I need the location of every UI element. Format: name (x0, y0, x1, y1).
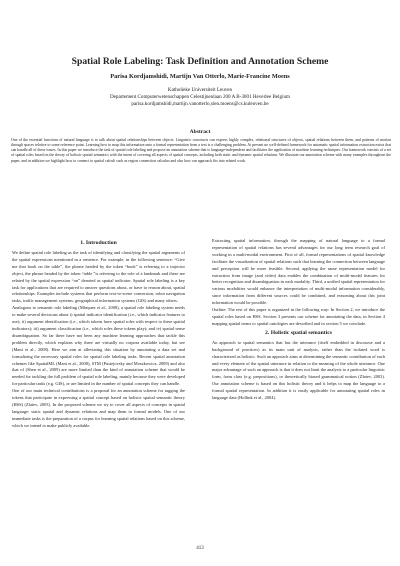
affiliation-institution: Katholieke Universiteit Leuven (167, 87, 233, 93)
paragraph: One of our main technical contributions is a proposal for an annotation scheme for tagging the tokens that participate in expressing a spatial concept based on holistic spatial semantic theory (HSS) (Zlatev, 2003). In the proposed scheme we try to cover all aspects of concepts in spatial language: static spatial and dynamic relations and map them to formal models. One of our immediate tasks is the preparation of a corpus for learning spatial relations based on this scheme, which we intend to make publicly available. (12, 388, 185, 428)
abstract-heading: Abstract (189, 129, 211, 135)
affiliation-address: Departement Computerwetenschappen Celestijnenlaan 200 A B-3001 Heverlee Belgium (109, 94, 291, 100)
paragraph: Extracting spatial information, through the mapping of natural language to a formal representation of spatial relations has several advantages for our long term research goal of working in a multi-modal environment. First of all, formal representations of spatial knowledge facilitate the visualization of spatial relations such that learning the connection between language and perception will be more feasible. Second, applying the same representation model for extraction from image (and video) data enables the combination of multi-modal features for better recognition and disambiguation in each modality. Third, a unified spatial representation for various modalities would enhance the interpretation of multi-modal information considerably, since information from different sources could be combined, and reasoning about this joint information would be possible. (212, 238, 385, 306)
page-number: 413 (196, 546, 204, 551)
paper-title: Spatial Role Labeling: Task Definition and Annotation Scheme (71, 56, 329, 67)
abstract-text: One of the essential functions of natural language is to talk about spatial relationships between objects. Linguistic constructs can express highly complex, relational structures of objects, spatial relations between them, and patterns of motion through spaces relative to some reference point. Learning how to map this information onto a formal representation from a text is a challenging problem. At present no well-defined framework for automatic spatial information extraction exists that can handle all of these issues. In this paper we introduce the task of spatial role labeling and propose an annotation scheme that is language-independent and facilitates the application of machine learning techniques. Our framework consists of a set of spatial roles based on the theory of holistic spatial semantics with the intent of covering all aspects of spatial concepts, including both static and dynamic spatial relations. We illustrate our annotation scheme with many examples throughout the paper, and in addition we highlight how to connect to spatial calculi such as region connection calculus and also how our approach fits into related work. (11, 138, 391, 163)
affiliation-email: parisa.kordjamshidi,martijn.vanotterlo,sien.moens@cs.kuleuven.be (131, 101, 269, 107)
author-list: Parisa Kordjamshidi, Martijn Van Otterlo, Marie-Francine Moens (110, 73, 290, 80)
paragraph: An approach to spatial semantics that has the utterance (itself embedded in discourse and a background of practices) as its main unit of analysis, rather than the isolated word is characterized as holistic. Such an approach aims at determining the semantic contribution of each and every element of the spatial utterance in relation to the meaning of the whole utterance. One major advantage of such an approach is that it does not limit the analysis to a particular linguistic form, form class (e.g. prepositions), or theoretically biased grammatical notion (Zlatev, 2003). Our annotation scheme is based on this holistic theory and it helps to map the language to a formal spatial representation. In addition it is easily applicable for annotating spatial roles in language data (Hollink et al., 2004). (212, 339, 385, 401)
paragraph: We define spatial role labeling as the task of identifying and classifying the spatial arguments of the spatial expressions mentioned in a sentence. For example, in the following sentence: “Give me that book on the table”, the phrase headed by the token “book” is referring to a trajector object, the phrase headed by the token “table ”is referring to the role of a landmark and these are related by the spatial expression “on” denoted as spatial indicator. Spatial role labeling is a key task for applications that are required to answer questions about, or have to reason about, spatial relationships. Examples include systems that perform text-to-scene conversion, robot navigation tasks, traffic management systems, geographical information systems (GIS) and many others. (12, 250, 185, 304)
right-column (212, 238, 385, 402)
left-column (12, 238, 185, 430)
section-heading-holistic-spatial-semantics: 2. Holistic spatial semantics (265, 329, 332, 336)
paragraph: Analogous to semantic role labeling (Màrquez et al., 2008), a spatial role labeling system needs to make several decisions about i) spatial indicator identification (i.e., which indicator features to use); ii) argument identification (i.e., which tokens have spatial roles with respect to these spatial indicators); iii) argument classification (i.e., which roles these tokens play); and iv) spatial sense disambiguation. So far there have not been any machine learning approaches that tackle this problem directly, which explains why there are virtually no corpora available today, but see (Mani et al., 2008). Here we aim at alleviating this situation by annotating a data set and formalizing the necessary spatial roles for spatial role labeling tasks. Recent spatial annotation schemes like SpatialML (Mani et al., 2008), STM (Pustejovsky and Moszkowicz, 2009) and also that of (Shen et al., 2009) are more limited than the kind of annotation scheme that would be needed for tackling the full problem of spatial role labeling, mainly because they were developed for particular tasks (e.g. GIS), or are limited in the number of spatial concepts they can handle. (12, 305, 185, 387)
section-heading-introduction: 1. Introduction (80, 240, 117, 246)
outline-paragraph: Outline: The rest of this paper is organized in the following way: In Section 2, we introduce the spatial roles based on HSS. Section 3 presents our scheme for annotating the data, in Section 4 mapping spatial terms to spatial ontologies are described and in section 5 we conclude. (212, 307, 385, 326)
